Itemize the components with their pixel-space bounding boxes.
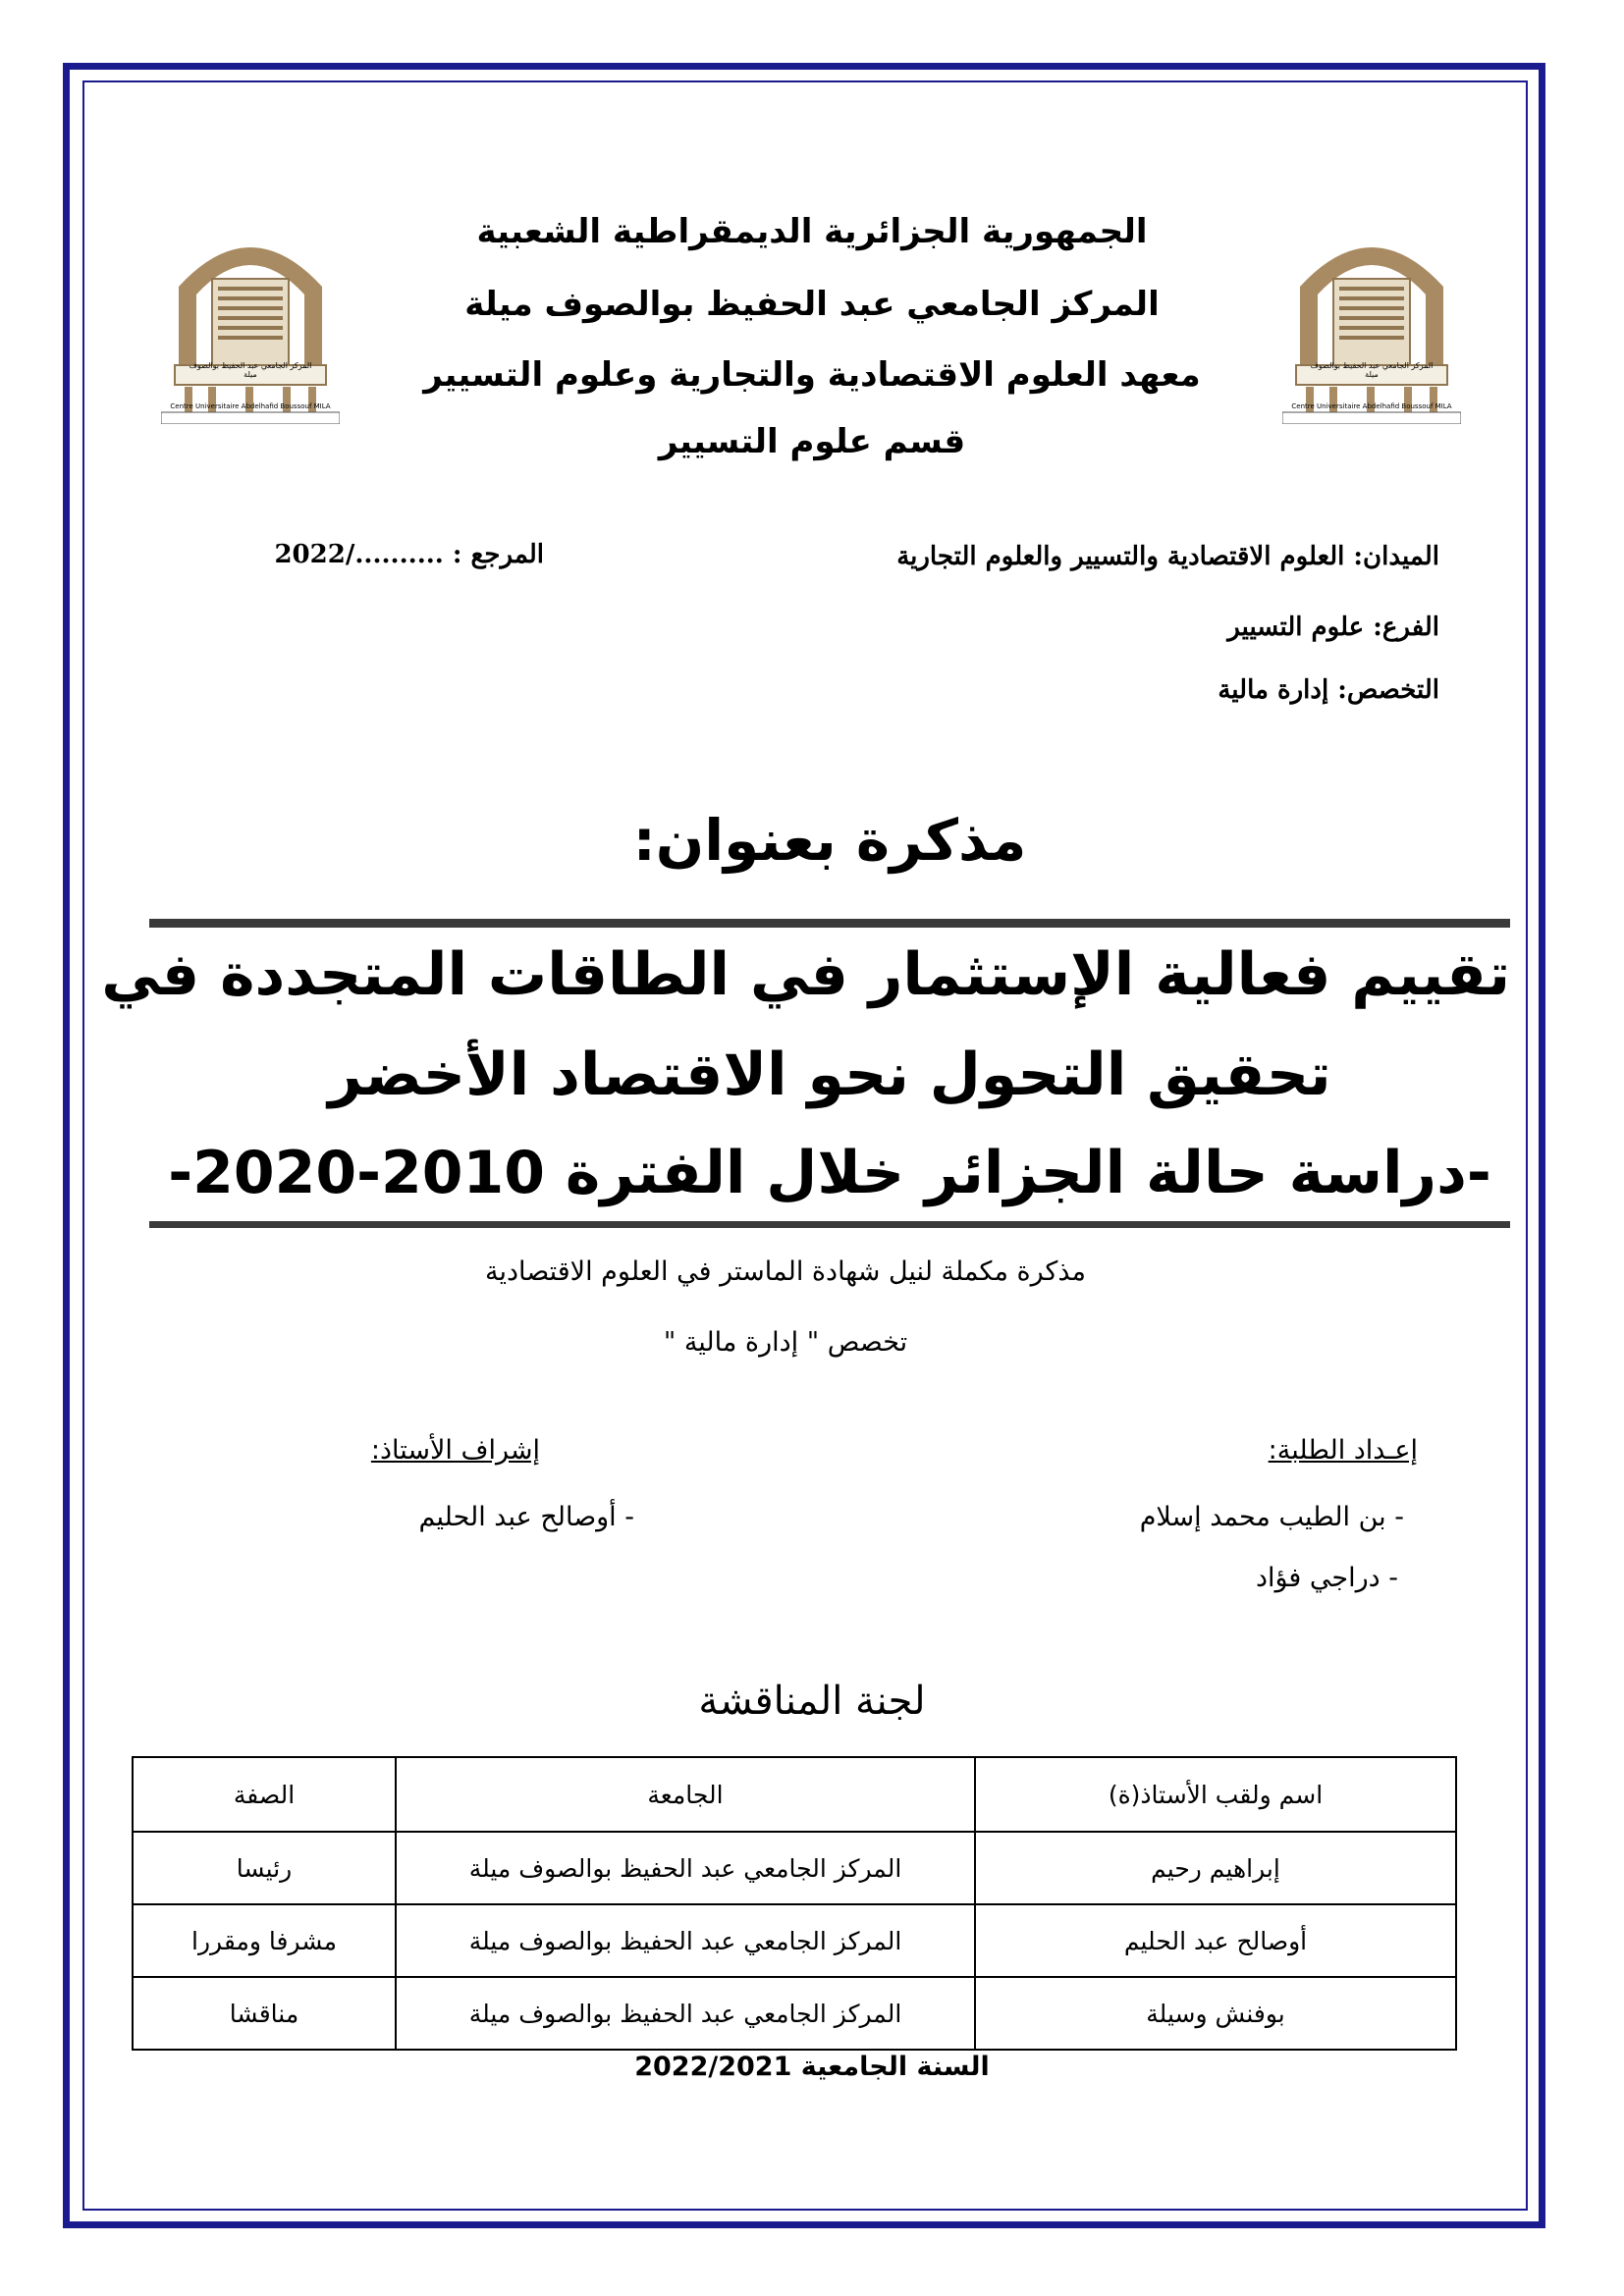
committee-table — [132, 1756, 1457, 2051]
column-header: الجامعة — [396, 1757, 975, 1832]
title-line-2: تحقيق التحول نحو الاقتصاد الأخضر — [328, 1041, 1331, 1109]
header-institute: معهد العلوم الاقتصادية والتجارية وعلوم التسيير — [423, 355, 1201, 395]
meta-field: الميدان: العلوم الاقتصادية والتسيير والعلوم التجارية — [896, 542, 1439, 571]
table-cell: المركز الجامعي عبد الحفيظ بوالصوف ميلة — [396, 1904, 975, 1977]
table-header-row — [133, 1757, 1456, 1832]
subtitle-degree: مذكرة مكملة لنيل شهادة الماستر في العلوم الاقتصادية — [484, 1256, 1087, 1287]
student-name-1: - بن الطيب محمد إسلام — [1139, 1502, 1404, 1532]
supervisor-name: - أوصالح عبد الحليم — [418, 1502, 634, 1532]
table-row — [133, 1832, 1456, 1904]
meta-specialty: التخصص: إدارة مالية — [1218, 675, 1439, 705]
university-logo-left — [161, 218, 340, 424]
table-row — [133, 1977, 1456, 2050]
university-building-icon — [1282, 218, 1461, 424]
student-name-2: - دراجي فؤاد — [1255, 1563, 1398, 1593]
table-row — [133, 1904, 1456, 1977]
table-cell: المركز الجامعي عبد الحفيظ بوالصوف ميلة — [396, 1832, 975, 1904]
header-center: المركز الجامعي عبد الحفيظ بوالصوف ميلة — [464, 285, 1160, 324]
title-line-3: -دراسة حالة الجزائر خلال الفترة 2010-2020- — [168, 1139, 1491, 1207]
table-cell: رئيسا — [133, 1832, 396, 1904]
table-cell: بوفنش وسيلة — [975, 1977, 1456, 2050]
meta-reference: المرجع : ........../2022 — [274, 540, 544, 569]
meta-branch: الفرع: علوم التسيير — [1227, 613, 1439, 642]
table-cell: مناقشا — [133, 1977, 396, 2050]
academic-year: السنة الجامعية 2022/2021 — [634, 2052, 990, 2082]
logo-caption-left: Centre Universitaire Abdelhafid Boussouf MILA — [170, 402, 331, 410]
title-rule-bottom — [149, 1221, 1510, 1228]
logo-caption-right: Centre Universitaire Abdelhafid Boussouf MILA — [1291, 402, 1452, 410]
table-cell: المركز الجامعي عبد الحفيظ بوالصوف ميلة — [396, 1977, 975, 2050]
title-rule-top — [149, 919, 1510, 928]
title-line-1: تقييم فعالية الإستثمار في الطاقات المتجددة في — [101, 940, 1510, 1009]
students-heading: إعـداد الطلبة: — [1268, 1435, 1418, 1466]
column-header: اسم ولقب الأستاذ(ة) — [975, 1757, 1456, 1832]
table-cell: إبراهيم رحيم — [975, 1832, 1456, 1904]
header-department: قسم علوم التسيير — [658, 422, 966, 461]
subtitle-specialty: تخصص " إدارة مالية " — [663, 1327, 908, 1358]
university-logo-right — [1282, 218, 1461, 424]
university-building-icon — [161, 218, 340, 424]
supervisor-heading: إشراف الأستاذ: — [370, 1435, 540, 1466]
table-cell: مشرفا ومقررا — [133, 1904, 396, 1977]
header-republic: الجمهورية الجزائرية الديمقراطية الشعبية — [476, 212, 1148, 251]
logo-banner-right: المركز الجامعي عبد الحفيظ بوالصوف ميلة — [1310, 361, 1434, 379]
committee-heading: لجنة المناقشة — [698, 1679, 926, 1724]
column-header: الصفة — [133, 1757, 396, 1832]
table-cell: أوصالح عبد الحليم — [975, 1904, 1456, 1977]
logo-banner-left: المركز الجامعي عبد الحفيظ بوالصوف ميلة — [189, 361, 312, 379]
memo-label: مذكرة بعنوان: — [632, 807, 1027, 874]
